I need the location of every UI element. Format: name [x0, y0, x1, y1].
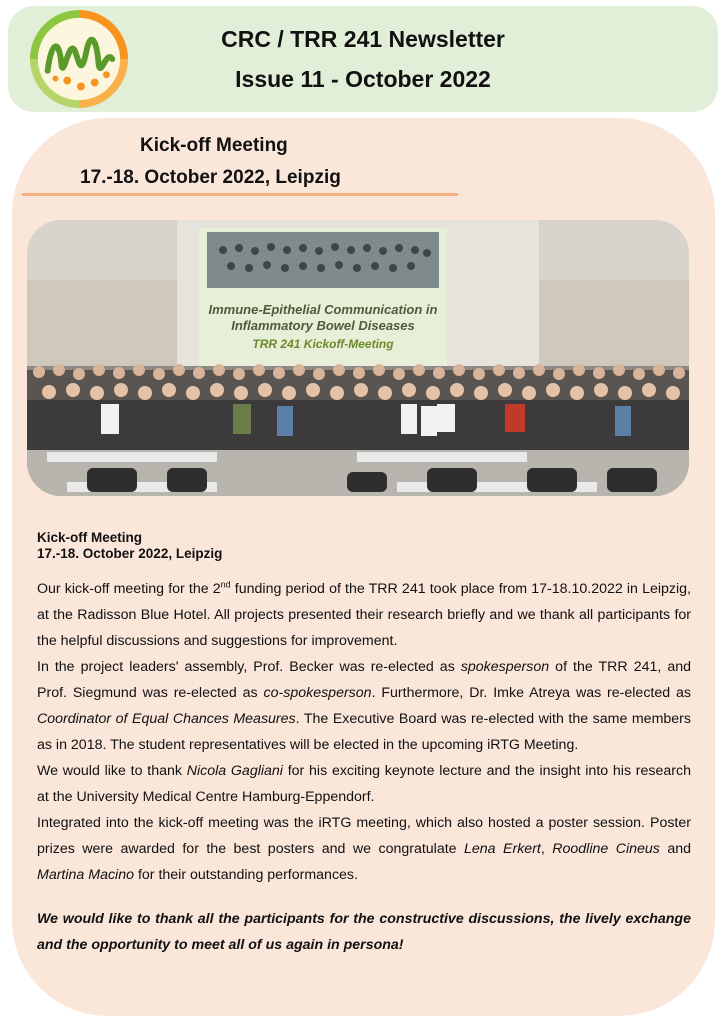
paragraph-4: Integrated into the kick-off meeting was the iRTG meeting, which also hosted a poster session. Poster prizes were awarded for the best posters and we congratulate Lena Erkert, Roodline Cineus and Martina Macino for their outstanding performances. [37, 815, 692, 883]
trr241-logo [30, 10, 128, 108]
newsletter-title: CRC / TRR 241 Newsletter [221, 26, 505, 52]
paragraph-1: Our kick-off meeting for the 2nd funding period of the TRR 241 took place from 17-18.10.2022 in Leipzig, at the Radisson Blue Hotel. All projects presented their research briefly and we thank all participants for the helpful discussions and suggestions for improvement. [37, 579, 691, 649]
slide-line-2: Inflammatory Bowel Diseases [231, 318, 415, 333]
group-photo [27, 220, 689, 496]
section-subtitle: 17.-18. October 2022, Leipzig [80, 167, 341, 188]
paragraph-2: In the project leaders' assembly, Prof. Becker was re-elected as spokesperson of the TRR 241, and Prof. Siegmund was re-elected as co-spokesperson. Furthermore, Dr. Imke Atreya was re-elected as Coordinator of Equal Chances Measures. The Executive Board was re-elected with the same members as in 2018. The student representatives will be elected in the upcoming iRTG Meeting. [37, 659, 691, 753]
section-divider [22, 193, 458, 196]
closing-statement: We would like to thank all the participants for the constructive discussions, the lively exchange and the opportunity to meet all of us again in persona! [37, 911, 691, 953]
slide-line-1: Immune-Epithelial Communication in [208, 302, 438, 317]
group-photo-illustration [27, 220, 689, 496]
article-body [37, 576, 691, 888]
section-title: Kick-off Meeting [140, 135, 288, 156]
slide-line-3: TRR 241 Kickoff-Meeting [252, 337, 394, 351]
article-subheading: 17.-18. October 2022, Leipzig [37, 546, 223, 561]
paragraph-3: We would like to thank Nicola Gagliani for his exciting keynote lecture and the insight into his research at the University Medical Centre Hamburg-Eppendorf. [37, 763, 692, 805]
newsletter-issue: Issue 11 - October 2022 [235, 66, 491, 92]
newsletter-header [8, 6, 718, 112]
article-heading: Kick-off Meeting [37, 530, 143, 545]
